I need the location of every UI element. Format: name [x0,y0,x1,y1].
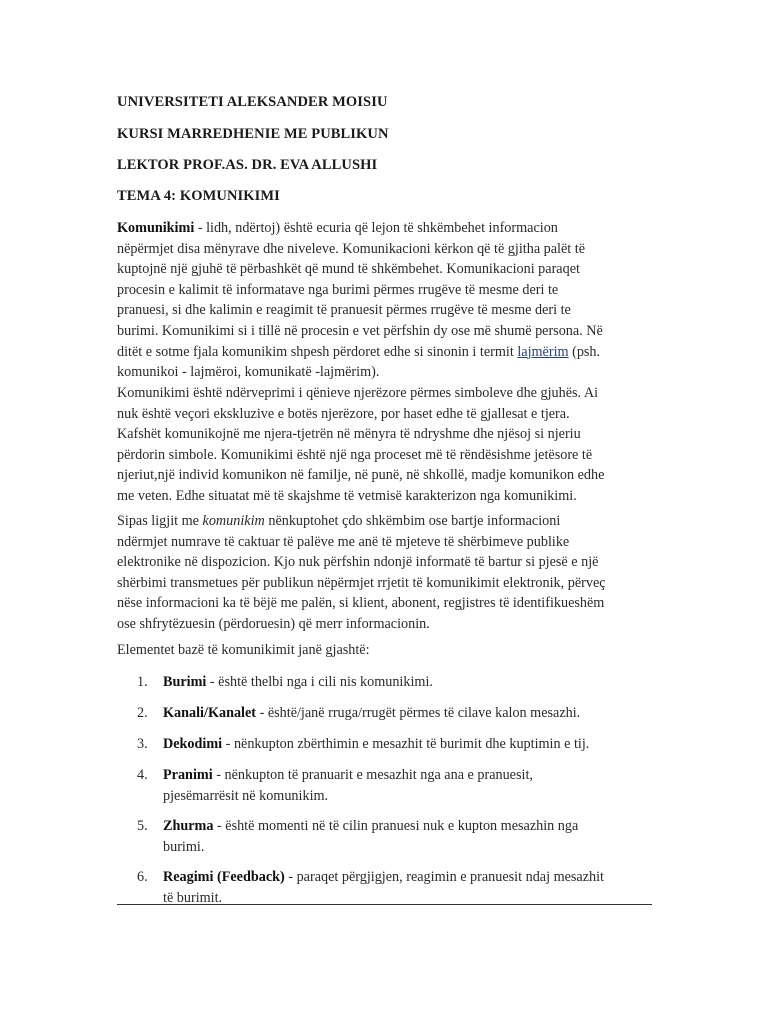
paragraph-line: ditët e sotme fjala komunikim shpesh përdoret edhe si sinonin i termit lajmërim (psh. [117,343,601,360]
paragraph-line: elektronike në dispozicion. Kjo nuk përfshin ndonjë informatë të bartur si pjesë e një [117,554,599,571]
term-komunikimi: Komunikimi [117,220,195,236]
paragraph-line: procesin e kalimit të informatave nga burimi përmes rrugëve të mesme deri te [117,281,559,298]
paragraph-line: Sipas ligjit me komunikim nënkuptohet çdo shkëmbim ose bartje informacioni [117,513,561,529]
list-term: Dekodimi [163,736,223,752]
paragraph-line: pranuesi, si dhe kalimin e reagimit të pranuesit përmes rrugëve të mesme deri te [117,302,571,319]
list-term: Burimi [163,674,207,690]
topic-heading: TEMA 4: KOMUNIKIMI [117,188,280,204]
elements-intro: Elementet bazë të komunikimit janë gjashtë: [117,642,370,658]
paragraph-line: nëpërmjet disa mënyrave dhe niveleve. Komunikacioni kërkon që të gjitha palët të [117,240,586,257]
paragraph-line: nëse informacioni ka të bëjë me palën, si klient, abonent, regjistres të identifikueshëm [117,595,605,612]
paragraph-line: ose shfrytëzuesin (përdoruesin) që merr informacionin. [117,615,430,632]
paragraph-law [117,511,657,635]
paragraph-line: Komunikimi është ndërveprimi i qënieve njerëzore përmes simboleve dhe gjuhës. Ai [117,385,599,401]
paragraph-line: Kafshët komunikojnë me njera-tjetrën në mënyra të ndryshme dhe njësoj si njeriu [117,426,581,443]
list-term: Pranimi [163,767,213,783]
paragraph-line: komunikoi - lajmëroi, komunikatë -lajmërim). [117,364,380,381]
university-heading: UNIVERSITETI ALEKSANDER MOISIU [117,94,388,110]
list-term: Zhurma [163,818,214,834]
paragraph-line: nuk është veçori ekskluzive e botës njerëzore, por haset edhe të gjallesat e tjera. [117,405,570,422]
paragraph-line: njeriut,një individ komunikon në familje, në punë, në shkollë, madje komunikon edhe [117,467,605,484]
paragraph-definition [117,218,657,383]
list-number: 3. [137,736,148,752]
lecturer-heading: LEKTOR PROF.AS. DR. EVA ALLUSHI [117,157,378,173]
list-term: Reagimi (Feedback) [163,869,285,885]
paragraph-line: me veten. Edhe situatat më të skajshme të vetmisë karakterizon nga komunikimi. [117,487,577,504]
term-komunikim: komunikim [202,513,265,529]
paragraph-interaction [117,383,657,507]
paragraph-line: ndërmjet numrave të caktuar të palëve me anë të mjeteve të shërbimeve publike [117,533,570,550]
list-number: 4. [137,767,148,783]
paragraph-line: përdorin simbole. Komunikimi është një nga proceset më të rëndësishme jetësore të [117,446,593,463]
list-term: Kanali/Kanalet [163,705,257,721]
document-page: UNIVERSITETI ALEKSANDER MOISIU KURSI MARREDHENIE ME PUBLIKUN LEKTOR PROF.AS. DR. EVA ALLUSHI TEMA 4: KOMUNIKIMI Komunikimi - lidh, ndërtoj) është ecuria që lejon të shkëmbehet informacion nëpërmjet disa mënyrave dhe niveleve. Komunikacioni kërkon që të gjitha palët të kuptojnë një gjuhë të përbashkët që mund të shkëmbehet. Komunikacioni paraqet procesin e kalimit të informatave nga burimi përmes rrugëve të mesme deri te pranuesi, si dhe kalimin e reagimit të pranuesit përmes rrugëve të mesme deri te burimi. Komunikimi si i tillë në procesin e vet përfshin dy ose më shumë persona. Në ditët e sotme fjala komunikim shpesh përdoret edhe si sinonin i termit lajmërim (psh. komunikoi - lajmëroi, komunikatë -lajmërim). Komunikimi është ndërveprimi i qënieve njerëzore përmes simboleve dhe gjuhës. Ai nuk është veçori ekskluzive e botës njerëzore, por haset edhe të gjallesat e tjera. Kafshët komunikojnë me njera-tjetrën në mënyra të ndryshme dhe njësoj si njeriu përdorin simbole. Komunikimi është një nga proceset më të rëndësishme jetësore të njeriut,një individ komunikon në familje, në punë, në shkollë, madje komunikon edhe me veten. Edhe situatat më të skajshme të vetmisë karakterizon nga komunikimi. Sipas ligjit me komunikim nënkuptohet çdo shkëmbim ose bartje informacioni ndërmjet numrave të caktuar të palëve me anë të mjeteve të shërbimeve publike elektronike në dispozicion. Kjo nuk përfshin ndonjë informatë të bartur si pjesë e një shërbimi transmetues për publikun nëpërmjet rrjetit të komunikimit elektronik, përveç nëse informacioni ka të bëjë me palën, si klient, abonent, regjistres të identifikueshëm ose shfrytëzuesin (përdoruesin) që merr informacionin. Elementet bazë të komunikimit janë gjashtë: 1. Burimi - është thelbi nga i cili nis komunikimi. 2. Kanali/Kanalet - është/janë rruga/rrugët përmes të cilave kalon mesazhi. 3. Dekodimi - nënkupton zbërthimin e mesazhit të burimit dhe kuptimin e tij. 4. Pranimi - nënkupton të pranuarit e mesazhit nga ana e pranuesit, pjesëmarrësit në komunikim. 5. Zhurma - është momenti në të cilin pranuesi nuk e kupton mesazhin nga burimi. 6. Reagimi (Feedback) - paraqet përgjigjen, reagimin e pranuesit ndaj mesazhit të burimit. [0,0,768,1024]
paragraph-line: burimi. Komunikimi si i tillë në procesin e vet përfshin dy ose më shumë persona. Në [117,322,603,339]
course-heading: KURSI MARREDHENIE ME PUBLIKUN [117,126,389,142]
bottom-divider [117,904,652,905]
paragraph-line: Komunikimi - lidh, ndërtoj) është ecuria që lejon të shkëmbehet informacion [117,220,558,236]
list-number: 1. [137,674,148,690]
list-number: 5. [137,818,148,834]
paragraph-line: shërbimi transmetues për publikun nëpërmjet rrjetit të komunikimit elektronik, përveç [117,574,606,591]
list-number: 6. [137,869,148,885]
lajmerim-link[interactable]: lajmërim [517,343,569,360]
list-number: 2. [137,705,148,721]
paragraph-line: kuptojnë një gjuhë të përbashkët që mund të shkëmbehet. Komunikacioni paraqet [117,261,580,278]
